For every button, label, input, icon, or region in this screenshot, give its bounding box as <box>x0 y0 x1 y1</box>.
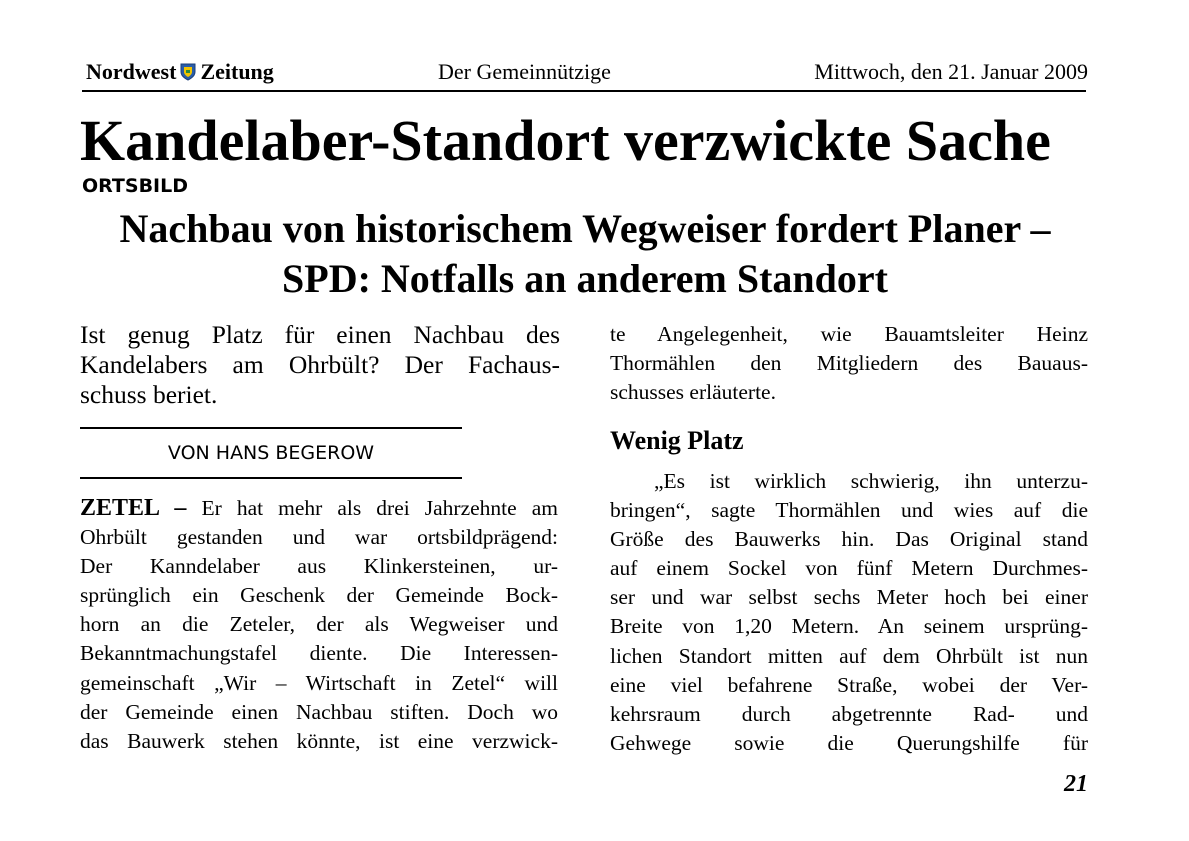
body-line: lichen Standort mitten auf dem Ohrbült ist nun <box>610 643 1088 668</box>
body-line: Der Kanndelaber aus Klinkersteinen, ur- <box>80 554 558 579</box>
byline-rule-bottom <box>80 477 462 479</box>
teaser-line: Ist genug Platz für einen Nachbau des <box>80 320 560 349</box>
body-line: schusses erläuterte. <box>610 380 776 405</box>
newspaper-name-right: Zeitung <box>200 59 274 84</box>
body-line: Ohrbült gestanden und war ortsbildprägend: <box>80 525 558 550</box>
body-line: Bekanntmachungstafel diente. Die Interessen- <box>80 641 558 666</box>
byline: VON HANS BEGEROW <box>167 442 375 464</box>
supplement-title: Der Gemeinnützige <box>438 59 611 84</box>
body-line: das Bauwerk stehen könnte, ist eine verzwick- <box>80 728 558 753</box>
body-line: sprünglich ein Geschenk der Gemeinde Bock- <box>80 583 558 608</box>
kicker: ORTSBILD <box>82 175 189 197</box>
body-line: der Gemeinde einen Nachbau stiften. Doch wo <box>80 699 558 724</box>
headline: Kandelaber-Standort verzwickte Sache <box>80 108 1051 173</box>
body-line: gemeinschaft „Wir – Wirtschaft in Zetel“ will <box>80 670 558 695</box>
subheadline-line-2: SPD: Notfalls an anderem Standort <box>282 256 888 301</box>
subheadline <box>80 204 1090 304</box>
body-line: Thormählen den Mitgliedern des Bauaus- <box>610 351 1088 376</box>
body-line: kehrsraum durch abgetrennte Rad- und <box>610 701 1088 726</box>
body-line: Gehwege sowie die Querungshilfe für <box>610 730 1088 755</box>
teaser-line: Kandelabers am Ohrbült? Der Fachaus- <box>80 350 560 379</box>
teaser <box>80 320 560 410</box>
coat-of-arms-icon <box>180 63 196 81</box>
header-rule <box>82 90 1086 92</box>
page-header <box>82 56 1088 88</box>
byline-rule-top <box>80 427 462 429</box>
body-line: „Es ist wirklich schwierig, ihn unterzu- <box>654 469 1088 493</box>
body-column-right-top <box>610 320 1088 407</box>
body-line: horn an die Zeteler, der als Wegweiser und <box>80 612 558 637</box>
body-line: auf einem Sockel von fünf Metern Durchmes- <box>610 556 1088 581</box>
body-text: Er hat mehr als drei Jahrzehnte am <box>201 496 559 520</box>
body-line: ser und war selbst sechs Meter hoch bei einer <box>610 585 1088 610</box>
body-column-left <box>80 494 558 756</box>
issue-date: Mittwoch, den 21. Januar 2009 <box>814 59 1088 84</box>
teaser-line: schuss beriet. <box>80 380 218 409</box>
body-line: bringen“, sagte Thormählen und wies auf die <box>610 498 1088 523</box>
newspaper-name-left: Nordwest <box>86 59 177 84</box>
page-number: 21 <box>1064 771 1088 797</box>
body-column-right-bottom <box>610 467 1088 758</box>
newspaper-name <box>86 56 274 88</box>
body-line: te Angelegenheit, wie Bauamtsleiter Heinz <box>610 322 1088 346</box>
subheadline-line-1: Nachbau von historischem Wegweiser fordert Planer – <box>119 206 1051 251</box>
body-line: Breite von 1,20 Metern. An seinem ursprüng- <box>610 614 1088 639</box>
crosshead: Wenig Platz <box>610 426 744 455</box>
body-line: eine viel befahrene Straße, wobei der Ver- <box>610 672 1088 697</box>
body-line <box>80 494 558 523</box>
dateline: ZETEL – <box>80 495 187 521</box>
body-line: Größe des Bauwerks hin. Das Original stand <box>610 527 1088 552</box>
